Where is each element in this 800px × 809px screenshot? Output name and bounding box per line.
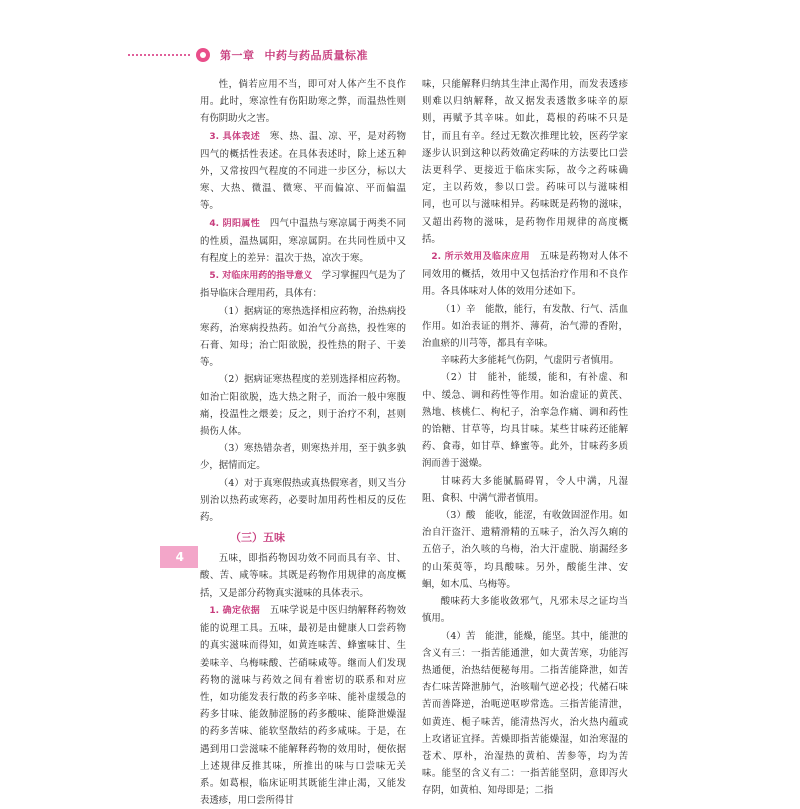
subheading: 1. 确定依据 [209,605,261,616]
paragraph: （2）据病证寒热程度的差别选择相应药物。如治亡阳欲脱，选大热之附子，而治一般中寒腹痛，投温性之煨姜；反之，则于治疗不利，甚则损伤人体。 [200,374,406,438]
right-column [422,76,628,800]
chapter-label: 第一章 [220,49,255,62]
paragraph-text: 学习掌握四气是为了指导临床合理用药，具体有： [200,270,406,300]
paragraph: 性，倘若应用不当，即可对人体产生不良作用。此时，寒凉性有伤阳助寒之弊，而温热性则有伤阴助火之害。 [200,79,406,125]
subheading: 4. 阴阳属性 [209,218,261,229]
paragraph: 味，只能解释归纳其生津止渴作用，而发表透疹则难以归纳解释，故又据发表透散多味辛的原则，再赋予其辛味。如此，葛根的药味不只是甘，而且有辛。经过无数次推理比较，医药学家逐步认识到这种以药效确定药味的方法要比口尝法更科学、更接近于临床实际，故今之药味确定，主以药效，参以口尝。药味可以与滋味相同，也可以与滋味相异。药味既是药物的滋味，又超出药物的滋味，是药物作用规律的高度概括。 [422,79,628,245]
paragraph: （4）对于真寒假热或真热假寒者，则又当分别治以热药或寒药，必要时加用药性相反的反佐药。 [200,477,406,524]
paragraph: （1）辛 能散，能行，有发散、行气、活血作用。如治表证的荆芥、薄荷，治气滞的香附，治血瘀的川芎等，都具有辛味。 [422,303,628,350]
paragraph: （3）寒热错杂者，则寒热并用，至于孰多孰少，据情而定。 [200,443,406,472]
chapter-title [220,47,378,63]
paragraph: （3）酸 能收，能涩，有收敛固涩作用。如治自汗盗汗、遗精滑精的五味子，治久泻久痢的五倍子，治久咳的乌梅，治大汗虚脱、崩漏经多的山茱萸等，均具酸味。另外，酸能生津、安蛔，如木瓜、乌梅等。 [422,510,628,590]
header-dotted-line [128,54,190,56]
paragraph [200,602,406,809]
paragraph: （2）甘 能补，能缓，能和，有补虚、和中、缓急、调和药性等作用。如治虚证的黄芪、熟地、核桃仁、枸杞子，治挛急作痛、调和药性的饴糖、甘草等，均具甘味。某些甘味药还能解药、食毒，如甘草、蜂蜜等。此外，甘味药多质润而善于滋燥。 [422,372,628,470]
page-number: 4 [175,550,184,564]
paragraph: 五味，即指药物因功效不同而具有辛、甘、酸、苦、咸等味。其既是药物作用规律的高度概括，又是部分药物真实滋味的具体表示。 [200,553,406,599]
section-heading: （三）五味 [230,531,285,545]
paragraph-text: 五味是药物对人体不同效用的概括，效用中又包括治疗作用和不良作用。各具体味对人体的效用分述如下。 [422,251,628,298]
paragraph-text: 寒、热、温、凉、平，是对药物四气的概括性表述。在具体表述时，除上述五种外，又常按四气程度的不同进一步区分，标以大寒、大热、微温、微寒、平而偏凉、平而偏温等。 [200,130,406,212]
paragraph: （4）苦 能泄，能燥，能坚。其中，能泄的含义有三：一指苦能通泄，如大黄苦寒，功能泻热通便，治热结便秘每用。二指苦能降泄，如苦杏仁味苦降泄肺气，治咳喘气逆必投；代赭石味苦而善降逆，治呃逆呕哕常选。三指苦能清泄，如黄连、栀子味苦，能清热泻火，治火热内蕴或上攻诸证宜择。苦燥即指苦能燥湿，如治寒湿的苍术、厚朴，治湿热的黄柏、苦参等，均为苦味。能坚的含义有二：一指苦能坚阴，意即泻火存阴，如黄柏、知母即是；二指 [422,630,628,797]
paragraph-text: 四气中温热与寒凉属于两类不同的性质，温热属阳，寒凉属阴。在共同性质中又有程度上的差异：温次于热，凉次于寒。 [200,217,406,265]
paragraph [200,128,406,215]
subheading: 2. 所示效用及临床应用 [431,252,530,263]
paragraph: 酸味药大多能收敛邪气，凡邪未尽之证均当慎用。 [422,596,628,625]
left-column [200,76,406,809]
paragraph: （1）据病证的寒热选择相应药物，治热病投寒药，治寒病投热药。如治气分高热，投性寒的石膏、知母；治亡阳欲脱，投性热的附子、干姜等。 [200,305,406,369]
chapter-name: 中药与药品质量标准 [264,49,368,62]
subheading: 5. 对临床用药的指导意义 [209,271,313,282]
paragraph [200,267,406,302]
paragraph [422,248,628,301]
paragraph: 甘味药大多能腻膈碍胃，令人中满，凡湿阻、食积、中满气滞者慎用。 [422,475,628,504]
paragraph: 辛味药大多能耗气伤阴，气虚阴亏者慎用。 [440,355,619,367]
flower-icon [196,48,210,62]
subheading: 3. 具体表述 [209,131,261,142]
running-header [128,44,378,66]
paragraph-text: 五味学说是中医归纳解释药物效能的说理工具。五味，最初是由健康人口尝药物的真实滋味而得知，如黄连味苦、蜂蜜味甘、生姜味辛、乌梅味酸、芒硝味咸等。继而人们发现药物的滋味与药效之间有着密切的联系和对应性，如功能发表行散的药多辛味、能补虚缓急的药多甘味、能敛肺涩肠的药多酸味、能降泄燥湿的药多苦味、能软坚散结的药多咸味。于是，在遇到用口尝滋味不能解释药物的效用时，便依据上述规律反推其味，所推出的味与口尝味无关系。如葛根，临床证明其既能生津止渴，又能发表透疹，用口尝所得甘 [200,604,406,807]
paragraph [200,215,406,268]
